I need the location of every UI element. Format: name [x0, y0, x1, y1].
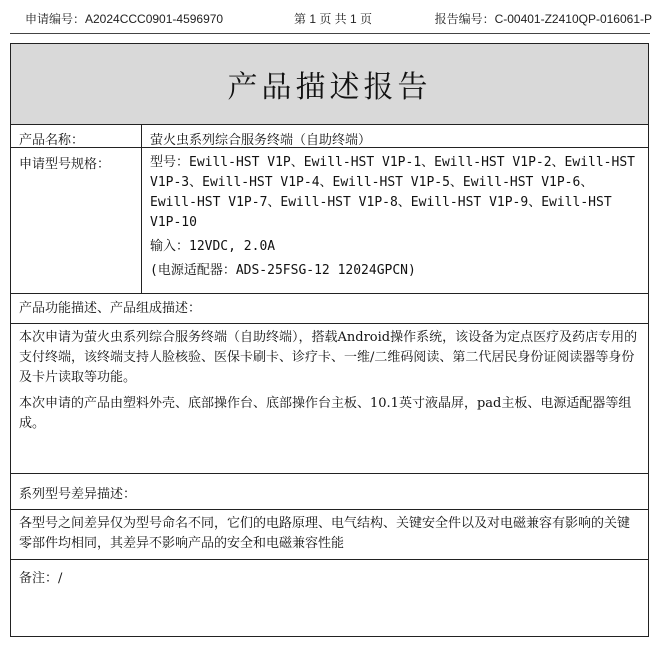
product-name-row — [11, 124, 648, 148]
function-divider — [11, 323, 648, 324]
document-header — [0, 0, 660, 34]
header-divider — [10, 33, 650, 34]
report-table — [10, 43, 649, 637]
product-name-label: 产品名称： — [11, 124, 142, 147]
function-paragraph-1: 本次申请为萤火虫系列综合服务终端（自助终端），搭载Android操作系统，该设备为定点医疗及药店专用的支付终端，该终端支持人脸核验、医保卡刷卡、诊疗卡、一维/二维码阅读、第二代居民身份证阅读器等身份及卡片读取等功能。 — [19, 330, 638, 385]
difference-section — [11, 474, 648, 560]
application-number: 申请编号：A2024CCC0901-4596970 — [25, 12, 224, 26]
report-number: 报告编号：C-00401-Z2410QP-016061-P — [434, 12, 652, 26]
product-name-value: 萤火虫系列综合服务终端（自助终端） — [150, 133, 372, 148]
function-section — [11, 294, 648, 474]
difference-text: 各型号之间差异仅为型号命名不同，它们的电路原理、电气结构、关键安全件以及对电磁兼容有影响的关键零部件均相同，其差异不影响产品的安全和电磁兼容性能 — [19, 516, 631, 551]
adapter-spec: (电源适配器：ADS-25FSG-12 12024GPCN) — [150, 263, 416, 278]
remark-content — [11, 560, 648, 636]
models-row — [11, 148, 648, 294]
page-indicator: 第 1 页 共 1 页 — [294, 12, 373, 26]
function-content — [11, 294, 648, 473]
title-banner — [11, 44, 648, 125]
difference-label: 系列型号差异描述： — [19, 487, 137, 502]
remark-text: 备注：/ — [19, 571, 63, 586]
report-title: 产品描述报告 — [227, 70, 432, 105]
difference-divider — [11, 509, 648, 510]
models-label: 申请型号规格： — [11, 148, 142, 293]
remark-section — [11, 560, 648, 636]
function-paragraph-2: 本次申请的产品由塑料外壳、底部操作台、底部操作台主板、10.1英寸液晶屏，pad主板、电源适配器等组成。 — [19, 396, 632, 431]
model-list: 型号：Ewill-HST V1P、Ewill-HST V1P-1、Ewill-HST V1P-2、Ewill-HST V1P-3、Ewill-HST V1P-4、Ewill-HST V1P-5、Ewill-HST V1P-6、Ewill-HST V1P-7、Ewill-HST V1P-8、Ewill-HST V1P-9、Ewill-HST V1P-10 — [150, 155, 635, 230]
function-label: 产品功能描述、产品组成描述： — [19, 301, 202, 316]
models-value — [142, 148, 648, 293]
input-spec: 输入：12VDC, 2.0A — [150, 239, 276, 254]
difference-content — [11, 474, 648, 559]
